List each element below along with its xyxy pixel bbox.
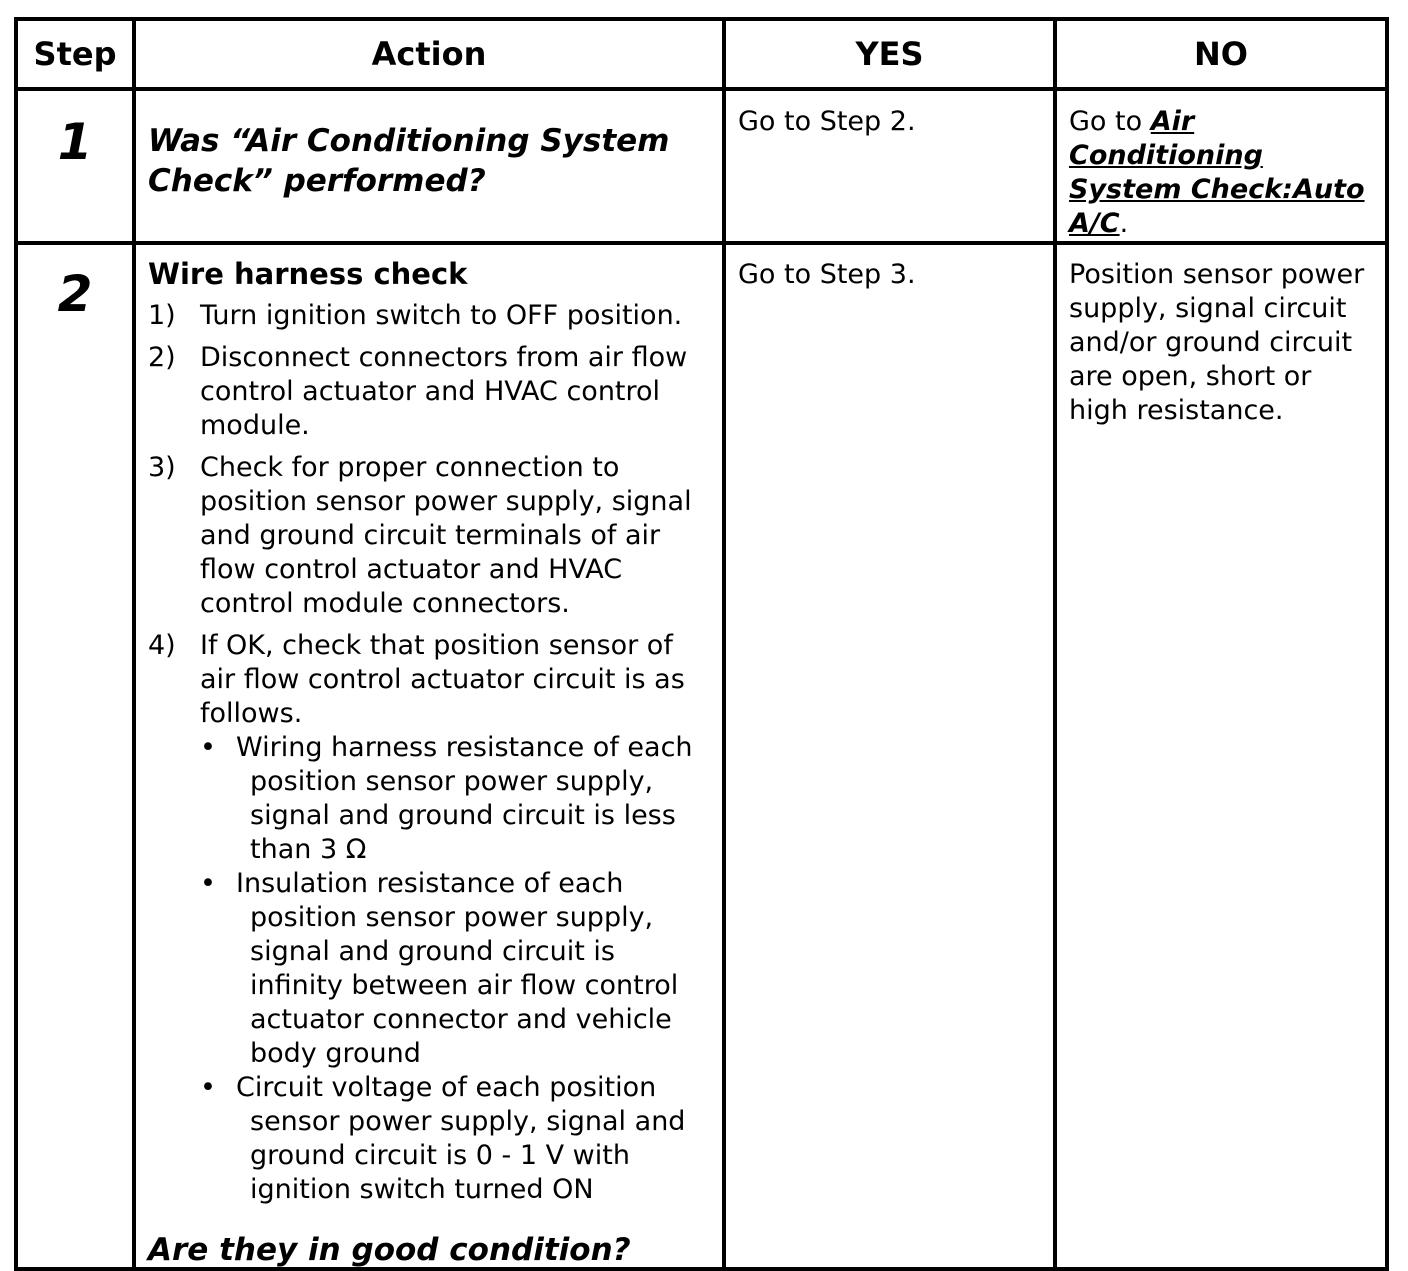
criteria-text: Insulation resistance of each position sensor power supply, signal and ground circuit is infinity between air flow control actuator connector and vehicle body ground <box>236 868 679 1069</box>
criteria-item <box>200 1071 714 1207</box>
criteria-list <box>200 731 714 1207</box>
item-number: 3) <box>148 452 176 483</box>
table-row <box>16 89 1387 243</box>
no-cell <box>1055 89 1387 243</box>
procedure-item <box>148 299 714 333</box>
no-suffix: . <box>1119 208 1129 239</box>
ac-system-check-link[interactable]: Air Conditioning System Check:Auto A/C <box>1069 106 1365 239</box>
item-number: 4) <box>148 630 176 661</box>
criteria-text: Circuit voltage of each position sensor power supply, signal and ground circuit is 0 - 1 V with ignition switch turned ON <box>236 1072 686 1205</box>
step-cell <box>16 89 134 243</box>
procedure-item <box>148 451 714 621</box>
table-row <box>16 243 1387 1269</box>
item-text: Disconnect connectors from air flow control actuator and HVAC control module. <box>200 342 688 441</box>
criteria-text: Wiring harness resistance of each position sensor power supply, signal and ground circuit is less than 3 Ω <box>236 732 693 865</box>
procedure-item <box>148 341 714 443</box>
action-cell <box>134 89 724 243</box>
yes-cell <box>724 243 1055 1269</box>
yes-text: Go to Step 3. <box>738 259 916 290</box>
yes-text: Go to Step 2. <box>738 106 916 137</box>
action-question: Was “Air Conditioning System Check” performed? <box>148 123 670 199</box>
step-cell <box>16 243 134 1269</box>
bullet-icon: • <box>200 1072 216 1103</box>
item-text: If OK, check that position sensor of air flow control actuator circuit is as follows. <box>200 630 685 729</box>
action-question: Are they in good condition? <box>148 1232 631 1268</box>
step-number: 2 <box>57 265 93 323</box>
bullet-icon: • <box>200 868 216 899</box>
yes-cell <box>724 89 1055 243</box>
item-number: 2) <box>148 342 176 373</box>
criteria-item <box>200 867 714 1071</box>
bullet-icon: • <box>200 732 216 763</box>
header-yes: YES <box>724 19 1055 89</box>
table-header-row <box>16 19 1387 89</box>
procedure-item <box>148 629 714 1207</box>
action-title: Wire harness check <box>148 257 468 291</box>
action-cell <box>134 243 724 1269</box>
item-text: Turn ignition switch to OFF position. <box>200 300 683 331</box>
header-step: Step <box>16 19 134 89</box>
procedure-list <box>148 299 714 1207</box>
header-no: NO <box>1055 19 1387 89</box>
no-text <box>1057 91 1385 241</box>
no-prefix: Go to <box>1069 106 1151 137</box>
step-number: 1 <box>57 113 93 171</box>
criteria-item <box>200 731 714 867</box>
action-content <box>136 245 722 1267</box>
item-number: 1) <box>148 300 176 331</box>
header-action: Action <box>134 19 724 89</box>
no-text: Position sensor power supply, signal circuit and/or ground circuit are open, short or high resistance. <box>1069 259 1365 426</box>
item-text: Check for proper connection to position sensor power supply, signal and ground circuit terminals of air flow control actuator and HVAC control module connectors. <box>200 452 692 619</box>
no-cell <box>1055 243 1387 1269</box>
diagnostic-table <box>14 17 1389 1271</box>
